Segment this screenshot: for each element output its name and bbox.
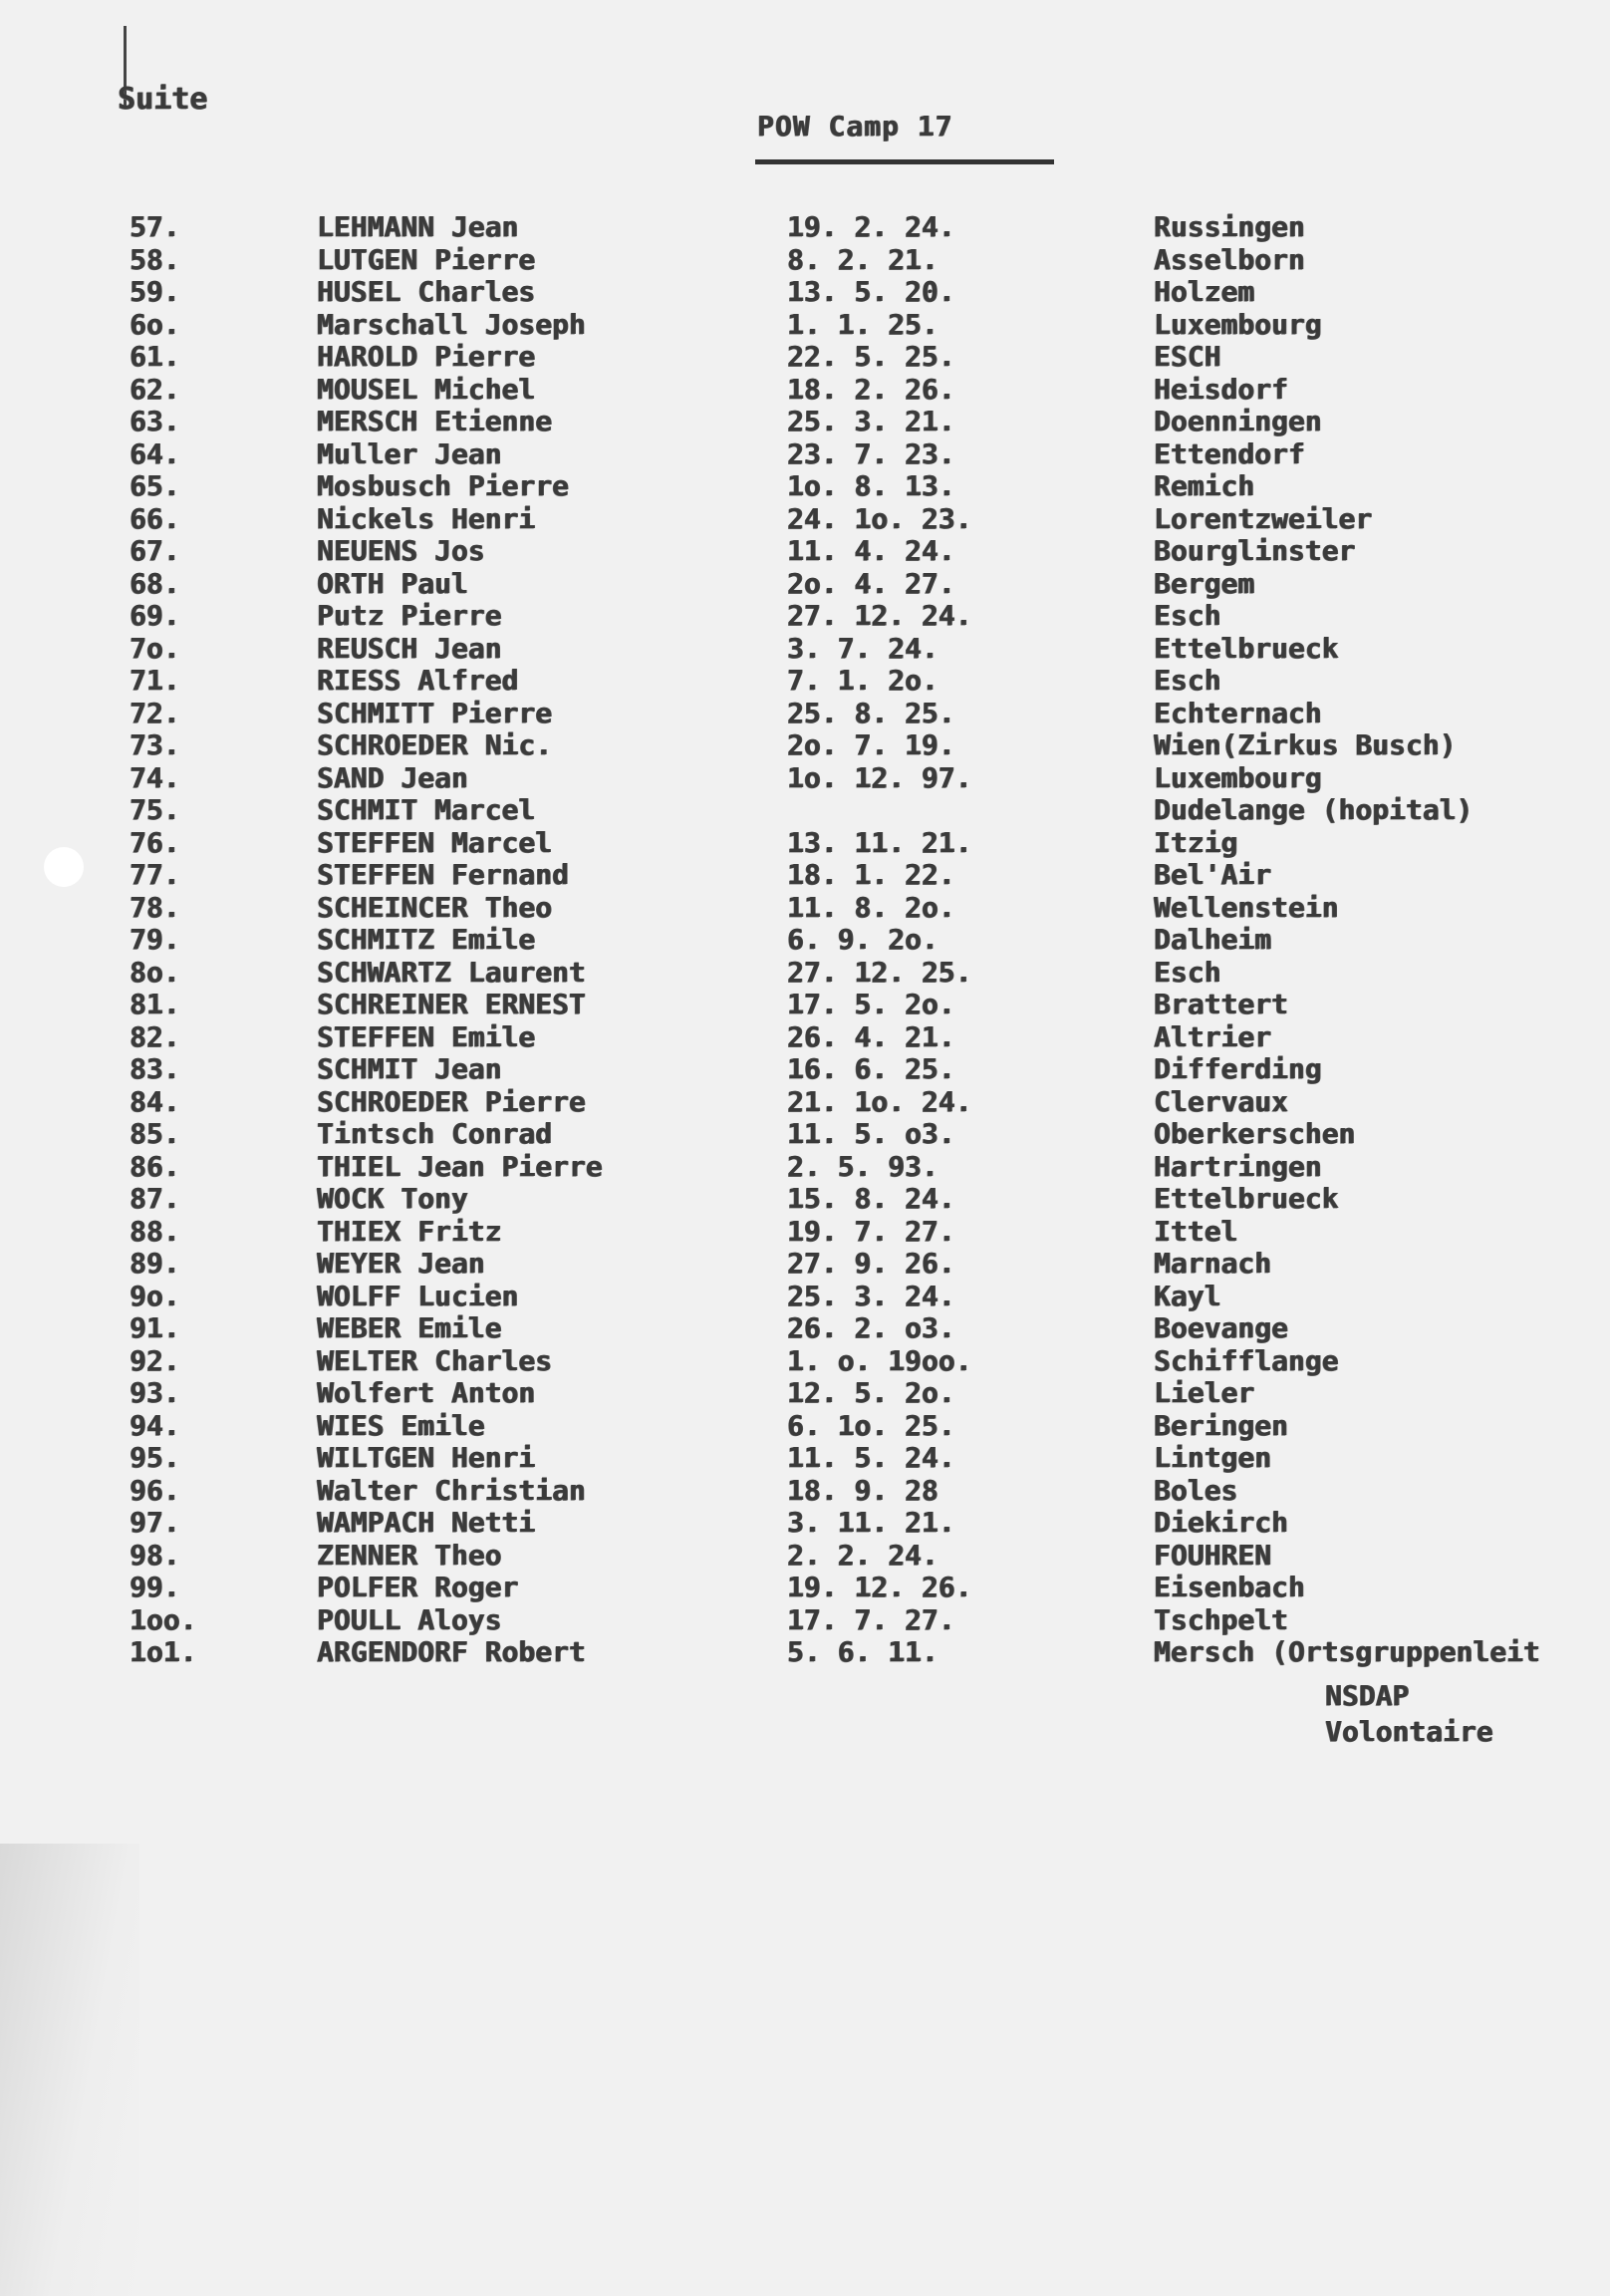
list-row	[0, 1442, 1610, 1474]
row-number: 65.	[130, 469, 180, 502]
row-number: 97.	[130, 1506, 180, 1539]
person-name: LEHMANN Jean	[317, 210, 519, 243]
list-row	[0, 1312, 1610, 1344]
person-name: REUSCH Jean	[317, 631, 502, 665]
list-row	[0, 470, 1610, 502]
person-name: THIEX Fritz	[317, 1214, 502, 1248]
list-row	[0, 374, 1610, 406]
list-row	[0, 633, 1610, 665]
place-name: Dalheim	[1154, 923, 1272, 956]
place-name: Luxembourg	[1154, 307, 1322, 341]
birth-date: 2o. 4. 27.	[787, 566, 955, 600]
place-name: Brattert	[1154, 988, 1288, 1020]
row-number: 6o.	[130, 307, 180, 341]
birth-date: 19. 2. 24.	[787, 210, 955, 243]
row-number: 59.	[130, 275, 180, 308]
person-name: WOLFF Lucien	[317, 1279, 519, 1312]
person-name: WIES Emile	[317, 1408, 485, 1442]
list-row	[0, 1636, 1610, 1668]
list-row	[0, 924, 1610, 956]
place-name: ESCH	[1154, 340, 1221, 373]
list-row	[0, 1572, 1610, 1603]
place-name: Wien(Zirkus Busch)	[1154, 728, 1457, 761]
person-name: WEYER Jean	[317, 1247, 485, 1280]
place-name: Altrier	[1154, 1019, 1272, 1053]
row-number: 82.	[130, 1019, 180, 1053]
birth-date: 3. 7. 24.	[787, 631, 939, 665]
birth-date: 8. 2. 21.	[787, 242, 939, 276]
list-row	[0, 503, 1610, 535]
row-number: 83.	[130, 1052, 180, 1085]
person-name: WILTGEN Henri	[317, 1441, 536, 1474]
list-row	[0, 989, 1610, 1020]
person-name: Mosbusch Pierre	[317, 469, 569, 502]
title-underline	[755, 159, 1054, 164]
person-name: SCHROEDER Pierre	[317, 1084, 586, 1118]
list-row	[0, 600, 1610, 632]
row-number: 92.	[130, 1343, 180, 1377]
place-name: Esch	[1154, 599, 1221, 632]
person-name: LUTGEN Pierre	[317, 242, 536, 276]
row-number: 68.	[130, 566, 180, 600]
place-name: Dudelange (hopital)	[1154, 793, 1474, 826]
row-number: 8o.	[130, 955, 180, 989]
person-name: Marschall Joseph	[317, 307, 586, 341]
person-name: SCHROEDER Nic.	[317, 728, 553, 761]
place-name: Boles	[1154, 1473, 1238, 1507]
person-name: WAMPACH Netti	[317, 1506, 536, 1539]
place-name: Hartringen	[1154, 1149, 1322, 1183]
row-number: 76.	[130, 825, 180, 859]
person-name: MERSCH Etienne	[317, 405, 553, 437]
row-number: 77.	[130, 858, 180, 891]
place-name: Luxembourg	[1154, 760, 1322, 794]
place-name: Lorentzweiler	[1154, 501, 1373, 535]
list-row	[0, 1377, 1610, 1409]
place-name: Mersch (Ortsgruppenleit	[1154, 1635, 1540, 1668]
row-number: 64.	[130, 436, 180, 470]
birth-date: 12. 5. 2o.	[787, 1376, 955, 1409]
person-name: SCHREINER ERNEST	[317, 988, 586, 1020]
birth-date: 15. 8. 24.	[787, 1182, 955, 1215]
person-name: STEFFEN Fernand	[317, 858, 569, 891]
list-row	[0, 535, 1610, 567]
row-number: 67.	[130, 534, 180, 567]
birth-date: 21. 1o. 24.	[787, 1084, 972, 1118]
list-row	[0, 211, 1610, 243]
row-number: 89.	[130, 1247, 180, 1280]
list-row	[0, 892, 1610, 924]
row-number: 66.	[130, 501, 180, 535]
person-name: SCHMITZ Emile	[317, 923, 536, 956]
list-row	[0, 1248, 1610, 1280]
row-number: 61.	[130, 340, 180, 373]
row-number: 96.	[130, 1473, 180, 1507]
person-name: MOUSEL Michel	[317, 372, 536, 406]
person-name: RIESS Alfred	[317, 664, 519, 697]
place-name: Holzem	[1154, 275, 1255, 308]
birth-date: 1o. 8. 13.	[787, 469, 955, 502]
row-number: 1oo.	[130, 1602, 197, 1636]
person-name: Tintsch Conrad	[317, 1117, 553, 1150]
birth-date: 17. 7. 27.	[787, 1602, 955, 1636]
list-row	[0, 341, 1610, 373]
birth-date: 11. 5. o3.	[787, 1117, 955, 1150]
birth-date: 22. 5. 25.	[787, 340, 955, 373]
row-number: 81.	[130, 988, 180, 1020]
row-number: 99.	[130, 1571, 180, 1603]
place-name: Asselborn	[1154, 242, 1305, 276]
birth-date: 24. 1o. 23.	[787, 501, 972, 535]
place-name: Wellenstein	[1154, 890, 1339, 924]
birth-date: 27. 9. 26.	[787, 1247, 955, 1280]
birth-date: 26. 4. 21.	[787, 1019, 955, 1053]
place-name: Ettendorf	[1154, 436, 1305, 470]
person-name: POLFER Roger	[317, 1571, 519, 1603]
row-number: 69.	[130, 599, 180, 632]
place-name: Oberkerschen	[1154, 1117, 1356, 1150]
birth-date: 1o. 12. 97.	[787, 760, 972, 794]
place-name: Russingen	[1154, 210, 1305, 243]
birth-date: 13. 11. 21.	[787, 825, 972, 859]
birth-date: 2. 2. 24.	[787, 1538, 939, 1572]
list-row	[0, 244, 1610, 276]
row-number: 79.	[130, 923, 180, 956]
row-number: 73.	[130, 728, 180, 761]
place-name: Bergem	[1154, 566, 1255, 600]
row-number: 98.	[130, 1538, 180, 1572]
extra-line-nsdap: NSDAP	[1325, 1679, 1410, 1712]
birth-date: 25. 3. 21.	[787, 405, 955, 437]
person-name: SCHEINCER Theo	[317, 890, 553, 924]
birth-date: 6. 1o. 25.	[787, 1408, 955, 1442]
place-name: Heisdorf	[1154, 372, 1288, 406]
person-name: Nickels Henri	[317, 501, 536, 535]
row-number: 57.	[130, 210, 180, 243]
list-row	[0, 1021, 1610, 1053]
birth-date: 18. 2. 26.	[787, 372, 955, 406]
person-name: THIEL Jean Pierre	[317, 1149, 603, 1183]
person-name: HUSEL Charles	[317, 275, 536, 308]
place-name: Echternach	[1154, 696, 1322, 729]
person-name: WELTER Charles	[317, 1343, 553, 1377]
place-name: Lieler	[1154, 1376, 1255, 1409]
place-name: Ettelbrueck	[1154, 1182, 1339, 1215]
birth-date: 2o. 7. 19.	[787, 728, 955, 761]
place-name: Esch	[1154, 664, 1221, 697]
person-name: NEUENS Jos	[317, 534, 485, 567]
birth-date: 18. 9. 28	[787, 1473, 939, 1507]
list-row	[0, 1507, 1610, 1539]
place-name: Ettelbrueck	[1154, 631, 1339, 665]
row-number: 62.	[130, 372, 180, 406]
place-name: Esch	[1154, 955, 1221, 989]
birth-date: 19. 12. 26.	[787, 1571, 972, 1603]
person-name: Putz Pierre	[317, 599, 502, 632]
person-name: ARGENDORF Robert	[317, 1635, 586, 1668]
place-name: Clervaux	[1154, 1084, 1288, 1118]
birth-date: 23. 7. 23.	[787, 436, 955, 470]
place-name: Bourglinster	[1154, 534, 1356, 567]
row-number: 87.	[130, 1182, 180, 1215]
place-name: Lintgen	[1154, 1441, 1272, 1474]
list-row	[0, 1345, 1610, 1377]
birth-date: 3. 11. 21.	[787, 1506, 955, 1539]
place-name: Bel'Air	[1154, 858, 1272, 891]
row-number: 88.	[130, 1214, 180, 1248]
list-row	[0, 665, 1610, 697]
place-name: Beringen	[1154, 1408, 1288, 1442]
place-name: FOUHREN	[1154, 1538, 1272, 1572]
person-name: SCHMIT Jean	[317, 1052, 502, 1085]
place-name: Ittel	[1154, 1214, 1238, 1248]
row-number: 63.	[130, 405, 180, 437]
row-number: 84.	[130, 1084, 180, 1118]
person-name: STEFFEN Emile	[317, 1019, 536, 1053]
place-name: Itzig	[1154, 825, 1238, 859]
page-title: POW Camp 17	[757, 110, 953, 143]
list-row	[0, 859, 1610, 891]
birth-date: 27. 12. 25.	[787, 955, 972, 989]
place-name: Doenningen	[1154, 405, 1322, 437]
place-name: Marnach	[1154, 1247, 1272, 1280]
list-row	[0, 1118, 1610, 1150]
row-number: 9o.	[130, 1279, 180, 1312]
list-row	[0, 568, 1610, 600]
birth-date: 11. 8. 2o.	[787, 890, 955, 924]
row-number: 71.	[130, 664, 180, 697]
birth-date: 1. 1. 25.	[787, 307, 939, 341]
row-number: 86.	[130, 1149, 180, 1183]
list-row	[0, 729, 1610, 761]
birth-date: 6. 9. 2o.	[787, 923, 939, 956]
place-name: Differding	[1154, 1052, 1322, 1085]
suite-label: Suite	[118, 82, 208, 117]
row-number: 78.	[130, 890, 180, 924]
row-number: 58.	[130, 242, 180, 276]
list-row	[0, 406, 1610, 437]
extra-line-volontaire: Volontaire	[1325, 1715, 1493, 1748]
birth-date: 11. 5. 24.	[787, 1441, 955, 1474]
birth-date: 16. 6. 25.	[787, 1052, 955, 1085]
list-row	[0, 1540, 1610, 1572]
row-number: 91.	[130, 1311, 180, 1344]
person-name: Walter Christian	[317, 1473, 586, 1507]
row-number: 72.	[130, 696, 180, 729]
row-number: 1o1.	[130, 1635, 197, 1668]
person-name: SAND Jean	[317, 760, 468, 794]
row-number: 93.	[130, 1376, 180, 1409]
list-row	[0, 438, 1610, 470]
list-row	[0, 1281, 1610, 1312]
place-name: Eisenbach	[1154, 1571, 1305, 1603]
list-row	[0, 1151, 1610, 1183]
list-row	[0, 1216, 1610, 1248]
list-row	[0, 827, 1610, 859]
list-row	[0, 698, 1610, 729]
list-row	[0, 1086, 1610, 1118]
list-row	[0, 309, 1610, 341]
list-row	[0, 957, 1610, 989]
row-number: 85.	[130, 1117, 180, 1150]
birth-date: 27. 12. 24.	[787, 599, 972, 632]
list-row	[0, 1053, 1610, 1085]
place-name: Remich	[1154, 469, 1255, 502]
birth-date: 13. 5. 20.	[787, 275, 955, 308]
birth-date: 5. 6. 11.	[787, 1635, 939, 1668]
birth-date: 25. 8. 25.	[787, 696, 955, 729]
row-number: 95.	[130, 1441, 180, 1474]
person-name: STEFFEN Marcel	[317, 825, 553, 859]
person-name: SCHMIT Marcel	[317, 793, 536, 826]
row-number: 7o.	[130, 631, 180, 665]
birth-date: 25. 3. 24.	[787, 1279, 955, 1312]
birth-date: 18. 1. 22.	[787, 858, 955, 891]
place-name: Boevange	[1154, 1311, 1288, 1344]
list-row	[0, 1475, 1610, 1507]
person-name: SCHMITT Pierre	[317, 696, 553, 729]
list-row	[0, 794, 1610, 826]
person-name: ZENNER Theo	[317, 1538, 502, 1572]
list-row	[0, 276, 1610, 308]
person-name: WEBER Emile	[317, 1311, 502, 1344]
birth-date: 2. 5. 93.	[787, 1149, 939, 1183]
place-name: Diekirch	[1154, 1506, 1288, 1539]
person-name: SCHWARTZ Laurent	[317, 955, 586, 989]
birth-date: 17. 5. 2o.	[787, 988, 955, 1020]
birth-date: 19. 7. 27.	[787, 1214, 955, 1248]
list-row	[0, 1604, 1610, 1636]
person-name: POULL Aloys	[317, 1602, 502, 1636]
birth-date: 26. 2. o3.	[787, 1311, 955, 1344]
place-name: Kayl	[1154, 1279, 1221, 1312]
place-name: Schifflange	[1154, 1343, 1339, 1377]
row-number: 94.	[130, 1408, 180, 1442]
person-name: ORTH Paul	[317, 566, 468, 600]
person-name: HAROLD Pierre	[317, 340, 536, 373]
birth-date: 1. o. 19oo.	[787, 1343, 972, 1377]
list-row	[0, 1183, 1610, 1215]
person-name: Muller Jean	[317, 436, 502, 470]
list-row	[0, 762, 1610, 794]
row-number: 74.	[130, 760, 180, 794]
person-name: WOCK Tony	[317, 1182, 468, 1215]
row-number: 75.	[130, 793, 180, 826]
list-row	[0, 1410, 1610, 1442]
person-name: Wolfert Anton	[317, 1376, 536, 1409]
place-name: Tschpelt	[1154, 1602, 1288, 1636]
birth-date: 11. 4. 24.	[787, 534, 955, 567]
birth-date: 7. 1. 2o.	[787, 664, 939, 697]
